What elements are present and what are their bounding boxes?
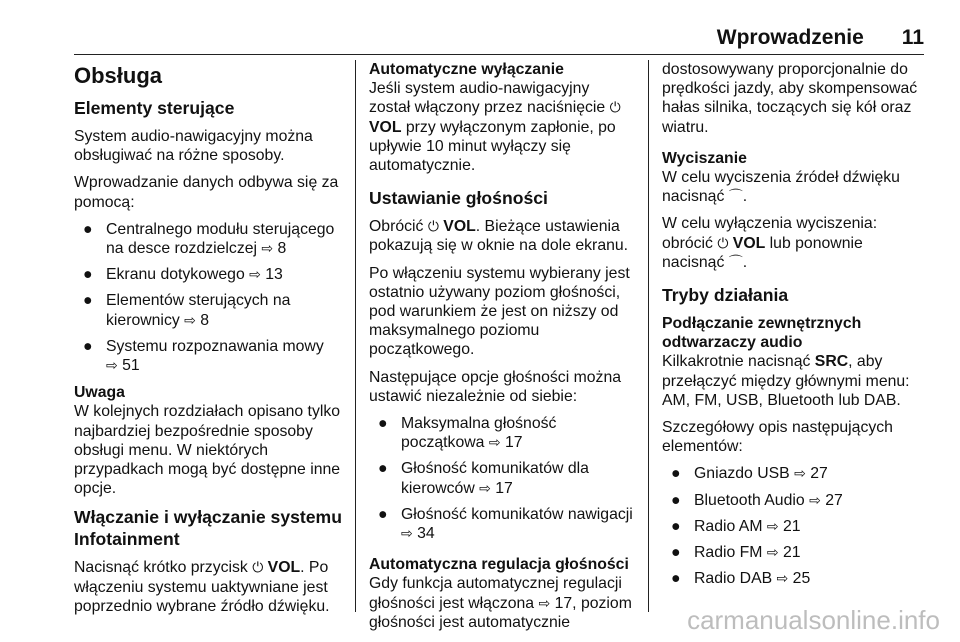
page-ref[interactable]: 27 — [810, 465, 828, 483]
header-divider — [74, 54, 924, 55]
page-ref[interactable]: 17 — [504, 434, 523, 452]
volume-options-list — [369, 414, 635, 543]
paragraph: Kilkakrotnie nacisnąć SRC, aby przełączyć między głównymi menu: AM, FM, USB, Bluetooth lub DAB. — [662, 353, 910, 409]
mute-icon: ⌒ — [728, 188, 743, 205]
input-methods-list — [74, 220, 354, 375]
subsection-heading: Ustawianie głośności — [369, 188, 548, 209]
list-item: ● Bluetooth Audio ⇨ 27 — [671, 491, 843, 509]
reference-arrow-icon: ⇨ — [249, 266, 261, 283]
page-header — [717, 26, 924, 50]
subsection-heading: Elementy sterujące — [74, 98, 235, 118]
subsection-heading: Automatyczne wyłączanie — [369, 61, 564, 78]
page-ref[interactable]: 25 — [792, 570, 811, 588]
note-text: W kolejnych rozdziałach opisano tylko najbardziej bezpośrednie sposoby obsługi menu. W niektórych przypadkach mogą być dostępne inne opcje. — [74, 403, 341, 498]
reference-arrow-icon: ⇨ — [794, 465, 806, 482]
column-divider — [648, 60, 649, 612]
reference-arrow-icon: ⇨ — [766, 517, 779, 534]
subsection-heading: Podłączanie zewnętrznych odtwarzaczy audio — [662, 315, 862, 352]
page-ref[interactable]: 21 — [783, 517, 801, 535]
page-ref[interactable]: 21 — [783, 544, 801, 562]
list-item: ● Centralnego modułu sterującego na desce rozdzielczej ⇨ 8 — [83, 220, 335, 258]
paragraph: System audio-nawigacyjny można obsługiwać na różne sposoby. — [74, 128, 313, 165]
paragraph: Szczegółowy opis następujących elementów: — [662, 419, 893, 456]
column-divider — [355, 60, 356, 612]
page-ref[interactable]: 17 — [495, 479, 513, 497]
paragraph: Jeśli system audio-nawigacyjny został włączony przez naciśnięcie ⏻ VOL przy wyłączonym zapłonie, po upływie 10 minut wyłączy się automatycznie. — [369, 80, 621, 175]
reference-arrow-icon: ⇨ — [401, 525, 413, 542]
page-title: Wprowadzenie — [716, 26, 864, 49]
page-ref[interactable]: 51 — [122, 357, 140, 375]
reference-arrow-icon: ⇨ — [184, 311, 196, 328]
mute-icon: ⌒ — [728, 253, 743, 270]
reference-arrow-icon: ⇨ — [809, 491, 821, 508]
column-2 — [369, 60, 635, 640]
power-icon: ⏻ — [717, 234, 729, 251]
power-icon: ⏻ — [609, 99, 621, 116]
paragraph: Po włączeniu systemu wybierany jest ostatnio używany poziom głośności, pod warunkiem że jest on niższy od maksymalnego poziomu początkowego. — [369, 264, 630, 359]
column-1 — [74, 60, 354, 624]
page-ref[interactable]: 17 — [554, 594, 573, 612]
watermark: carmanualsonline.info — [687, 605, 940, 635]
subsection-heading: Automatyczna regulacja głośności — [369, 556, 629, 574]
list-item: ● Radio DAB ⇨ 25 — [671, 570, 811, 588]
section-heading: Obsługa — [74, 63, 163, 88]
paragraph: Wprowadzanie danych odbywa się za pomocą: — [74, 174, 339, 211]
list-item: ● Radio AM ⇨ 21 — [671, 517, 801, 535]
reference-arrow-icon: ⇨ — [261, 240, 274, 257]
subsection-heading: Tryby działania — [662, 285, 789, 306]
paragraph: dostosowywany proporcjonalnie do prędkości jazdy, aby skompensować hałas silnika, toczących się kół oraz wiatru. — [662, 61, 918, 136]
subsection-heading: Wyciszanie — [662, 149, 747, 167]
page-ref[interactable]: 13 — [265, 266, 283, 284]
list-item: ● Gniazdo USB ⇨ 27 — [671, 465, 828, 483]
list-item: ● Głośność komunikatów dla kierowców ⇨ 17 — [378, 460, 589, 497]
note-title: Uwaga — [74, 384, 125, 402]
list-item: ● Systemu rozpoznawania mowy ⇨ 51 — [83, 337, 324, 375]
power-icon: ⏻ — [252, 559, 264, 576]
list-item: ● Elementów sterujących na kierownicy ⇨ 8 — [83, 292, 291, 329]
power-icon: ⏻ — [427, 218, 439, 235]
page-ref[interactable]: 27 — [825, 491, 843, 509]
page-number: 11 — [901, 26, 924, 49]
reference-arrow-icon: ⇨ — [106, 357, 118, 374]
list-item: ● Głośność komunikatów nawigacji ⇨ 34 — [378, 505, 633, 543]
page-ref[interactable]: 8 — [277, 240, 287, 258]
paragraph: W celu wyciszenia źródeł dźwięku nacisnąć ⌒. — [662, 169, 900, 206]
reference-arrow-icon: ⇨ — [488, 434, 501, 451]
paragraph: Obrócić ⏻ VOL. Bieżące ustawienia pokazują się w oknie na dole ekranu. — [369, 218, 629, 255]
paragraph: Gdy funkcja automatycznej regulacji głośności jest włączona ⇨ 17, poziom głośności jest automatycznie — [369, 575, 632, 631]
reference-arrow-icon: ⇨ — [766, 544, 779, 561]
paragraph: W celu wyłączenia wyciszenia: obrócić ⏻ VOL lub ponownie nacisnąć ⌒. — [662, 215, 878, 271]
reference-arrow-icon: ⇨ — [479, 479, 491, 496]
column-3 — [662, 60, 928, 596]
paragraph: Nacisnąć krótko przycisk ⏻ VOL. Po włączeniu systemu uaktywniane jest poprzednio wybrane źródło dźwięku. — [74, 559, 330, 615]
reference-arrow-icon: ⇨ — [776, 570, 789, 587]
list-item: ● Radio FM ⇨ 21 — [671, 544, 801, 562]
list-item: ● Ekranu dotykowego ⇨ 13 — [83, 266, 283, 284]
page-ref[interactable]: 8 — [200, 311, 210, 329]
list-item: ● Maksymalna głośność początkowa ⇨ 17 — [378, 415, 557, 452]
subsection-heading: Włączanie i wyłączanie systemu Infotainment — [74, 507, 342, 550]
sources-list — [662, 464, 928, 588]
reference-arrow-icon: ⇨ — [538, 594, 551, 611]
page-ref[interactable]: 34 — [417, 525, 435, 543]
paragraph: Następujące opcje głośności można ustawić niezależnie od siebie: — [369, 368, 622, 405]
